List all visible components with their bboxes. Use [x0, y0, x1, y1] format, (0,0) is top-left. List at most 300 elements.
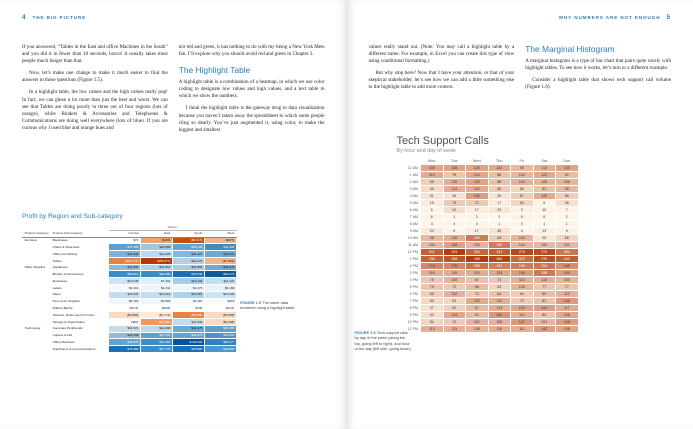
- hour-label: 9 PM: [409, 313, 418, 317]
- call-volume-cell: 67: [511, 193, 534, 200]
- call-volume-cell: 109: [511, 179, 534, 186]
- table-row: [397, 207, 579, 214]
- profit-value-cell: $26,295: [109, 251, 141, 258]
- profit-value-cell: $44,408: [205, 244, 237, 251]
- call-volume-cell: 276: [511, 249, 534, 256]
- figure-1-6-caption: [355, 330, 413, 352]
- profit-value-cell: $10,645: [109, 278, 141, 285]
- hour-label: 11 PM: [407, 327, 418, 331]
- call-volume-cell: 69: [421, 291, 444, 298]
- profit-value-cell: $18,986: [173, 264, 205, 271]
- call-volume-cell: 243: [488, 249, 511, 256]
- hour-label: 9 AM: [409, 229, 418, 233]
- day-of-week-header: Wed: [472, 158, 481, 163]
- call-volume-cell: 104: [511, 242, 534, 249]
- profit-value-cell: $11,222: [205, 278, 237, 285]
- call-volume-cell: 73: [466, 291, 489, 298]
- call-volume-cell: 6: [443, 228, 466, 235]
- call-volume-cell: 31: [421, 193, 444, 200]
- call-volume-cell: 115: [488, 326, 511, 333]
- call-volume-cell: 191: [488, 263, 511, 270]
- profit-value-cell: $50,812: [109, 271, 141, 278]
- call-volume-cell: 50: [421, 298, 444, 305]
- table-row: [23, 257, 237, 264]
- call-volume-cell: 29: [488, 207, 511, 214]
- call-volume-cell: 146: [556, 298, 579, 305]
- profit-value-cell: ($174): [109, 305, 141, 312]
- call-volume-cell: 68: [488, 186, 511, 193]
- left-text-columns: [22, 44, 325, 139]
- table-row: [397, 172, 579, 179]
- profit-value-cell: $22,990: [109, 264, 141, 271]
- profit-value-cell: $6,166: [205, 285, 237, 292]
- call-volume-cell: 4: [511, 228, 534, 235]
- product-subcategory-cell: Computer Peripherals: [51, 325, 109, 332]
- table-row: [23, 318, 237, 325]
- product-subcategory-cell: Envelopes: [51, 278, 109, 285]
- profit-value-cell: $92,273: [205, 271, 237, 278]
- profit-value-cell: ($18,777): [109, 257, 141, 264]
- day-of-week-header: Sat: [541, 158, 548, 163]
- call-volume-cell: 87: [466, 277, 489, 284]
- call-volume-cell: 89: [533, 291, 556, 298]
- profit-value-cell: $11,047: [109, 291, 141, 298]
- table-row: [23, 278, 237, 285]
- product-category-cell: [23, 312, 51, 319]
- call-volume-cell: 13: [533, 228, 556, 235]
- call-volume-cell: 9: [556, 228, 579, 235]
- call-volume-cell: 101: [556, 242, 579, 249]
- call-volume-cell: 114: [443, 186, 466, 193]
- right-running-head: [559, 14, 671, 21]
- call-volume-cell: 69: [511, 291, 534, 298]
- call-volume-cell: 42: [421, 312, 444, 319]
- call-volume-cell: 82: [533, 298, 556, 305]
- product-subcategory-cell: Office Furnishings: [51, 251, 109, 258]
- call-volume-cell: 94: [466, 312, 489, 319]
- tech-support-calls-table: [397, 157, 579, 333]
- product-category-cell: Technology: [23, 325, 51, 332]
- call-volume-cell: 53: [443, 298, 466, 305]
- call-volume-cell: 113: [443, 326, 466, 333]
- call-volume-cell: 128: [556, 326, 579, 333]
- table-row: [23, 271, 237, 278]
- profit-value-cell: $36,474: [173, 332, 205, 339]
- profit-value-cell: $10,910: [141, 291, 173, 298]
- column-header: Product Sub-category: [51, 230, 109, 237]
- right-column-2: [525, 44, 671, 97]
- product-category-cell: [23, 244, 51, 251]
- call-volume-cell: 6: [421, 214, 444, 221]
- right-running-head-label: WHY NUMBERS ARE NOT ENOUGH: [558, 15, 661, 20]
- table-row: [397, 221, 579, 228]
- call-volume-cell: 146: [511, 270, 534, 277]
- call-volume-cell: 115: [443, 235, 466, 242]
- profit-value-cell: $14,525: [141, 251, 173, 258]
- paragraph: But why stop here? Now that I have your attention, or that of your skeptical stakeholder, let’s see how we can add a little something else to the highlight table to add more context.: [368, 70, 515, 91]
- product-category-cell: [23, 251, 51, 258]
- call-volume-cell: 53: [488, 284, 511, 291]
- profit-value-cell: $30,475: [173, 325, 205, 332]
- profit-value-cell: $10,406: [205, 291, 237, 298]
- paragraph: If you answered, “Tables in the East and office Machines in the South” and you did it in fewer than 10 seconds, bravo! It usually takes most people much longer than that.: [22, 44, 168, 65]
- call-volume-cell: 204: [556, 249, 579, 256]
- figure-1-6-caption-label: FIGURE 1.6: [354, 330, 376, 335]
- call-volume-cell: 129: [488, 270, 511, 277]
- hour-label: 8 AM: [409, 222, 418, 226]
- profit-value-cell: $78,981: [173, 346, 205, 353]
- paragraph: not red and green, it has nothing to do with my being a New York Mets fan. I’ll explore why you should avoid red and green in Chapter 3.: [178, 44, 325, 58]
- profit-value-cell: $918: [205, 298, 237, 305]
- call-volume-cell: 124: [466, 172, 489, 179]
- call-volume-cell: 105: [466, 242, 489, 249]
- table-row: [23, 291, 237, 298]
- call-volume-cell: 294: [443, 249, 466, 256]
- profit-value-cell: ($238): [141, 305, 173, 312]
- call-volume-cell: 97: [466, 305, 489, 312]
- day-of-week-header: Tue: [450, 158, 458, 163]
- column-header: Central: [109, 230, 141, 237]
- table-row: [23, 237, 237, 244]
- call-volume-cell: 83: [533, 186, 556, 193]
- call-volume-cell: 2: [488, 214, 511, 221]
- day-of-week-header: Mon: [427, 158, 436, 163]
- table-row: [397, 319, 579, 326]
- product-subcategory-cell: Appliances: [51, 264, 109, 271]
- table-row: [397, 249, 579, 256]
- call-volume-cell: 77: [533, 284, 556, 291]
- call-volume-cell: 73: [443, 200, 466, 207]
- call-volume-cell: 130: [556, 165, 579, 172]
- call-volume-cell: 9: [511, 207, 534, 214]
- table-row: [397, 200, 579, 207]
- call-volume-cell: 141: [533, 305, 556, 312]
- call-volume-cell: 122: [466, 298, 489, 305]
- table-row: [397, 305, 579, 312]
- call-volume-cell: 105: [511, 284, 534, 291]
- call-volume-cell: 136: [443, 165, 466, 172]
- profit-value-cell: $70,541: [173, 271, 205, 278]
- call-volume-cell: 56: [511, 186, 534, 193]
- call-volume-cell: 122: [488, 165, 511, 172]
- table-header-row: [23, 230, 237, 237]
- table-row: [23, 339, 237, 346]
- call-volume-cell: 23: [421, 228, 444, 235]
- call-volume-cell: 6: [533, 214, 556, 221]
- call-volume-cell: 195: [488, 242, 511, 249]
- call-volume-cell: 36: [556, 200, 579, 207]
- call-volume-cell: 110: [466, 319, 489, 326]
- product-category-cell: Furniture: [23, 237, 51, 244]
- call-volume-cell: 54: [421, 319, 444, 326]
- call-volume-cell: 208: [466, 263, 489, 270]
- profit-value-cell: $16,812: [141, 264, 173, 271]
- profit-value-cell: ($2,417): [173, 237, 205, 244]
- hour-label: 1 AM: [409, 173, 418, 177]
- call-volume-cell: 104: [511, 172, 534, 179]
- paragraph: A marginal histogram is a type of bar chart that pairs quite nicely with highlight tables. To see how it works, let’s turn to a different example.: [525, 58, 671, 72]
- call-volume-cell: 133: [511, 305, 534, 312]
- profit-value-cell: $11,971: [109, 325, 141, 332]
- call-volume-cell: 25: [533, 235, 556, 242]
- call-volume-cell: 46: [421, 186, 444, 193]
- call-volume-cell: 112: [556, 291, 579, 298]
- call-volume-cell: 42: [443, 207, 466, 214]
- call-volume-cell: 96: [466, 284, 489, 291]
- figure-1-5-caption-label: FIGURE 1.5: [240, 300, 262, 305]
- call-volume-cell: 4: [443, 221, 466, 228]
- profit-value-cell: $16,987: [173, 291, 205, 298]
- call-volume-cell: 17: [466, 228, 489, 235]
- figure-1-5-caption: [240, 300, 296, 311]
- left-column-2: [179, 44, 325, 139]
- table-row: [397, 242, 579, 249]
- call-volume-cell: 98: [421, 235, 444, 242]
- product-subcategory-cell: Chairs & Chairmats: [51, 244, 109, 251]
- call-volume-cell: 4: [421, 221, 444, 228]
- paragraph: I think the highlight table is the gateway drug to data visualization because you haven’t taken away the spreadsheet to which some people cling so dearly. You’ve just augmented it, using color, to make the biggest and smallest: [178, 105, 325, 133]
- paragraph: A highlight table is a combination of a heatmap, in which we use color coding to designate low values and high values, and a text table in which we show the numbers.: [178, 79, 325, 100]
- corner-cell: [397, 157, 421, 165]
- call-volume-cell: 6: [421, 207, 444, 214]
- call-volume-cell: 17: [466, 207, 489, 214]
- call-volume-cell: 135: [443, 242, 466, 249]
- left-column-1: [22, 44, 168, 139]
- profit-value-cell: ($3,968): [205, 312, 237, 319]
- call-volume-cell: 79: [443, 172, 466, 179]
- product-subcategory-cell: Paper: [51, 291, 109, 298]
- call-volume-cell: 113: [488, 305, 511, 312]
- table-row: [397, 284, 579, 291]
- call-volume-cell: 2: [556, 214, 579, 221]
- call-volume-cell: 7: [556, 207, 579, 214]
- right-text-columns: [369, 44, 672, 97]
- profit-value-cell: $129,090: [173, 339, 205, 346]
- profit-value-cell: $47,283: [141, 339, 173, 346]
- call-volume-cell: 223: [511, 256, 534, 263]
- call-volume-cell: 72: [443, 284, 466, 291]
- call-volume-cell: 53: [511, 200, 534, 207]
- table-row: [23, 332, 237, 339]
- profit-value-cell: $1,287: [173, 298, 205, 305]
- product-category-cell: Office Supplies: [23, 264, 51, 271]
- call-volume-cell: 77: [556, 284, 579, 291]
- product-subcategory-cell: Pens & Art Supplies: [51, 298, 109, 305]
- profit-value-cell: ($483): [141, 237, 173, 244]
- call-volume-cell: 17: [488, 200, 511, 207]
- profit-value-cell: $36,876: [109, 339, 141, 346]
- profit-value-cell: ($676): [205, 237, 237, 244]
- call-volume-cell: 37: [421, 305, 444, 312]
- table-row: [397, 312, 579, 319]
- call-volume-cell: 4: [466, 221, 489, 228]
- call-volume-cell: 113: [533, 165, 556, 172]
- table-row: [23, 244, 237, 251]
- profit-value-cell: ($1,774): [141, 312, 173, 319]
- profit-value-cell: $16,173: [173, 257, 205, 264]
- product-subcategory-cell: Bookcases: [51, 237, 109, 244]
- profit-value-cell: $14,808: [141, 325, 173, 332]
- call-volume-cell: 79: [421, 284, 444, 291]
- right-page: [347, 0, 693, 429]
- hour-label: 3 PM: [409, 271, 418, 275]
- call-volume-cell: 270: [533, 256, 556, 263]
- table-row: [23, 305, 237, 312]
- table-group-header: Region: [109, 224, 237, 231]
- call-volume-cell: 35: [488, 228, 511, 235]
- call-volume-cell: 168: [556, 263, 579, 270]
- call-volume-cell: 119: [443, 270, 466, 277]
- call-volume-cell: 174: [421, 263, 444, 270]
- product-subcategory-cell: Binders & Accessories: [51, 271, 109, 278]
- profit-value-cell: $31,275: [205, 264, 237, 271]
- profit-value-cell: $23,208: [109, 332, 141, 339]
- profit-value-cell: ($2,038): [205, 318, 237, 325]
- call-volume-cell: 119: [421, 172, 444, 179]
- call-volume-cell: 1: [556, 221, 579, 228]
- call-volume-cell: 236: [421, 256, 444, 263]
- call-volume-cell: 258: [443, 256, 466, 263]
- table-row: [397, 179, 579, 186]
- call-volume-cell: 3: [511, 221, 534, 228]
- profit-value-cell: $37,594: [141, 332, 173, 339]
- left-folio: 4: [22, 14, 27, 21]
- table-row: [23, 298, 237, 305]
- call-volume-cell: 74: [488, 277, 511, 284]
- call-volume-cell: 104: [511, 235, 534, 242]
- section-heading-marginal-histogram: The Marginal Histogram: [525, 44, 615, 54]
- profit-value-cell: $39,524: [205, 332, 237, 339]
- table-row: [23, 285, 237, 292]
- call-volume-cell: 230: [466, 249, 489, 256]
- profit-value-cell: $7,462: [141, 278, 173, 285]
- profit-value-cell: ($3,566): [109, 312, 141, 319]
- profit-highlight-table: [22, 223, 237, 353]
- column-header: Product Category: [23, 230, 51, 237]
- table-row: [397, 228, 579, 235]
- section-heading-highlight-table: The Highlight Table: [178, 65, 251, 76]
- table-row: [23, 312, 237, 319]
- profit-value-cell: ($7,230): [141, 318, 173, 325]
- product-category-cell: [23, 257, 51, 264]
- call-volume-cell: 120: [533, 193, 556, 200]
- day-of-week-header: Fri: [519, 158, 525, 163]
- hour-label: 5 AM: [409, 201, 418, 205]
- profit-value-cell: $25,121: [173, 251, 205, 258]
- day-of-week-header: Sun: [563, 158, 571, 163]
- call-volume-cell: 35: [443, 193, 466, 200]
- call-volume-cell: 108: [466, 326, 489, 333]
- call-volume-cell: 113: [511, 312, 534, 319]
- figure-1-6-caption-text: Tech support calls by day of the week (along the top, going left to right), and hour of the day (left side, going down).: [354, 330, 412, 352]
- table-row: [23, 325, 237, 332]
- call-volume-cell: 133: [466, 179, 489, 186]
- figure-1-5-title: Profit by Region and Sub-category: [22, 213, 123, 220]
- call-volume-cell: 65: [421, 179, 444, 186]
- hour-label: 5 PM: [409, 285, 418, 289]
- call-volume-cell: 100: [533, 242, 556, 249]
- hour-label: 2 PM: [409, 264, 418, 268]
- paragraph: values really stand out. (Note: You may call a highlight table by a different name. For example, in Excel you can create this type of view using conditional formatting.): [368, 44, 515, 65]
- call-volume-cell: 1: [488, 221, 511, 228]
- profit-value-cell: $37,285: [205, 325, 237, 332]
- call-volume-cell: 10: [533, 207, 556, 214]
- product-category-cell: [23, 271, 51, 278]
- call-volume-cell: 298: [466, 256, 489, 263]
- figure-1-6-subtitle: By hour and day of week: [396, 148, 456, 154]
- call-volume-cell: 1: [533, 221, 556, 228]
- call-volume-cell: 144: [556, 270, 579, 277]
- call-volume-cell: 204: [533, 263, 556, 270]
- call-volume-cell: 199: [466, 235, 489, 242]
- profit-value-cell: $46,891: [205, 346, 237, 353]
- product-category-cell: [23, 305, 51, 312]
- profit-value-cell: $2,781: [109, 298, 141, 305]
- column-header: East: [141, 230, 173, 237]
- table-row: [23, 346, 237, 353]
- call-volume-cell: 9: [511, 214, 534, 221]
- call-volume-cell: 70: [443, 319, 466, 326]
- product-category-cell: [23, 339, 51, 346]
- profit-value-cell: $4,341: [141, 285, 173, 292]
- call-volume-cell: 62: [443, 305, 466, 312]
- call-volume-cell: 106: [556, 179, 579, 186]
- call-volume-cell: 117: [556, 305, 579, 312]
- figure-1-5: [22, 213, 236, 353]
- call-volume-cell: 119: [466, 186, 489, 193]
- call-volume-cell: 98: [511, 165, 534, 172]
- table-row: [397, 193, 579, 200]
- call-volume-cell: 101: [533, 319, 556, 326]
- call-volume-cell: 113: [488, 298, 511, 305]
- call-volume-cell: 130: [466, 165, 489, 172]
- profit-value-cell: $79,355: [109, 346, 141, 353]
- call-volume-cell: 6: [533, 200, 556, 207]
- hour-label: 4 PM: [409, 278, 418, 282]
- product-subcategory-cell: Telephones & Communications: [51, 346, 109, 353]
- profit-value-cell: $2,850: [141, 298, 173, 305]
- call-volume-cell: 124: [443, 312, 466, 319]
- call-volume-cell: 100: [421, 242, 444, 249]
- product-subcategory-cell: Storage & Organization: [51, 318, 109, 325]
- call-volume-cell: 176: [443, 263, 466, 270]
- call-volume-cell: 196: [511, 263, 534, 270]
- table-row: [397, 256, 579, 263]
- hour-label: 6 PM: [409, 292, 418, 296]
- product-subcategory-cell: Rubber Bands: [51, 305, 109, 312]
- table-row: [397, 214, 579, 221]
- call-volume-cell: 86: [488, 172, 511, 179]
- call-volume-cell: 106: [443, 277, 466, 284]
- profit-value-cell: $136: [173, 305, 205, 312]
- table-row: [397, 186, 579, 193]
- product-category-cell: [23, 285, 51, 292]
- product-subcategory-cell: Copiers & Fax: [51, 332, 109, 339]
- call-volume-cell: 125: [556, 312, 579, 319]
- figure-1-6: [397, 135, 667, 333]
- product-category-cell: [23, 298, 51, 305]
- call-volume-cell: 284: [488, 256, 511, 263]
- call-volume-cell: 242: [556, 256, 579, 263]
- call-volume-cell: 30: [488, 193, 511, 200]
- figure-1-5-caption-text: The same data rendered using a highlight table.: [240, 300, 296, 311]
- profit-value-cell: $37,365: [109, 244, 141, 251]
- hour-label: 7 PM: [409, 299, 418, 303]
- call-volume-cell: 112: [443, 291, 466, 298]
- call-volume-cell: 122: [533, 172, 556, 179]
- call-volume-cell: 154: [488, 312, 511, 319]
- call-volume-cell: 108: [488, 319, 511, 326]
